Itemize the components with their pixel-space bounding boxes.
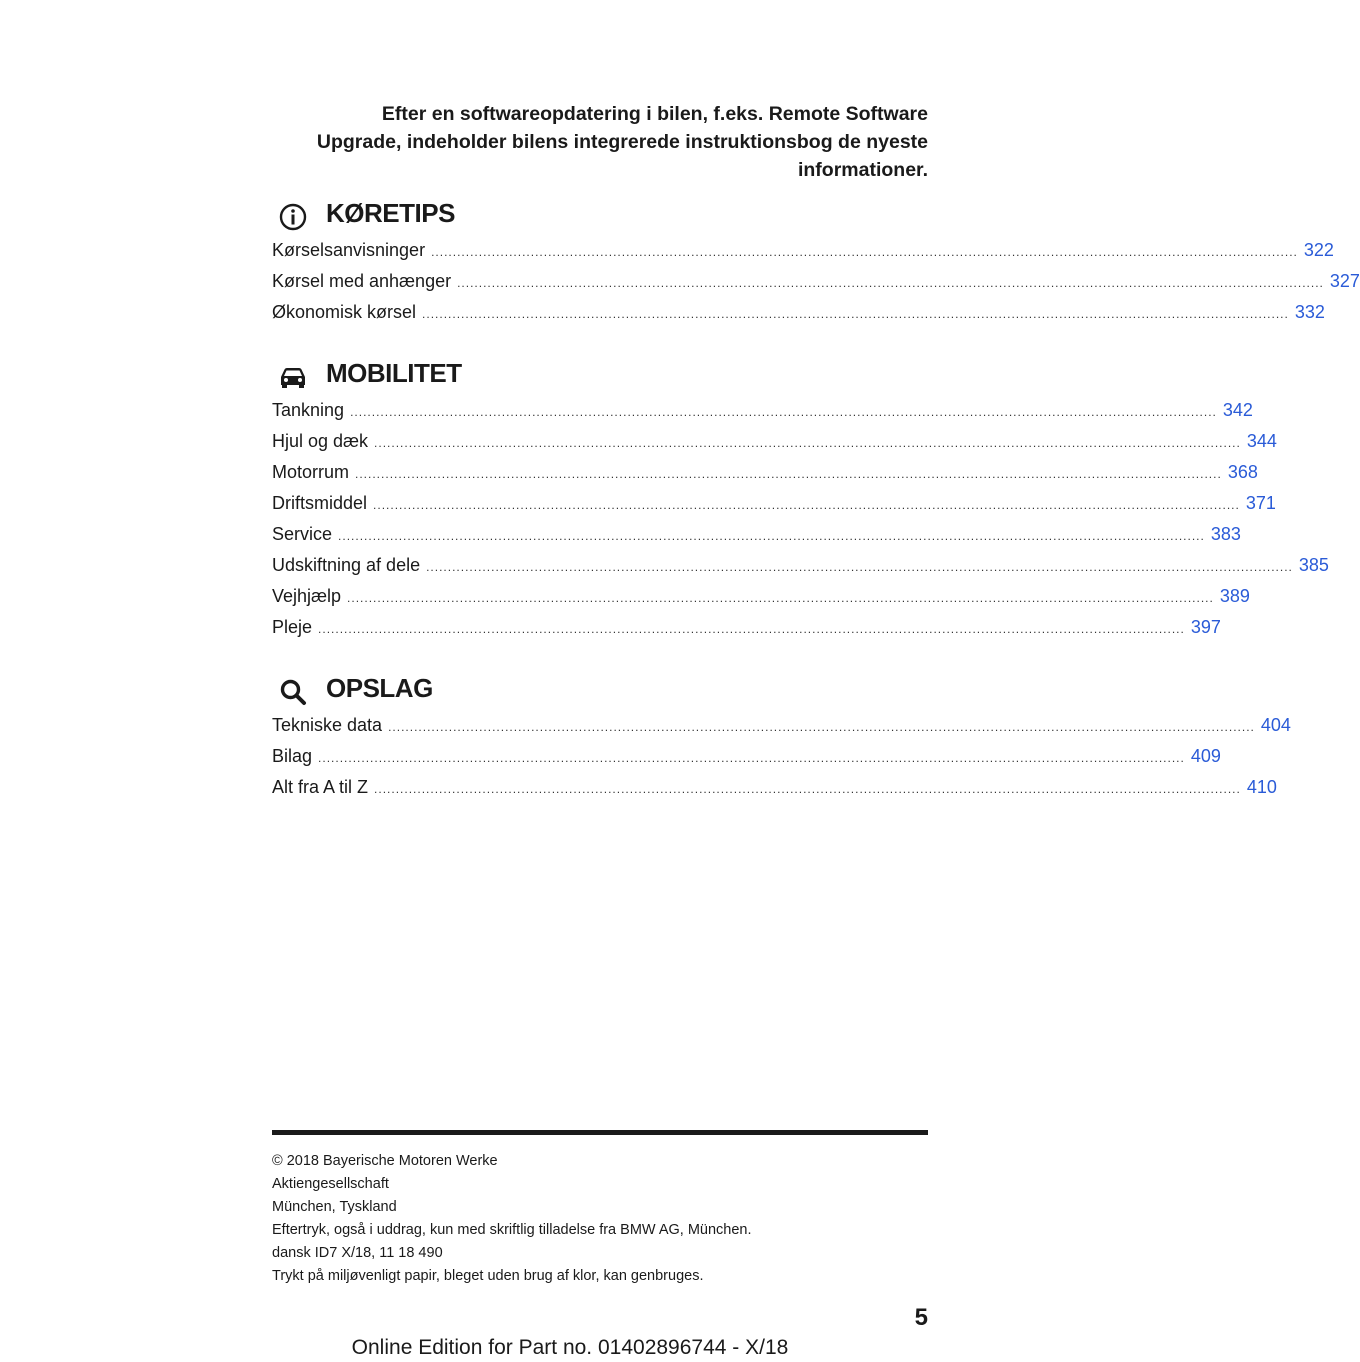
toc-page-link[interactable]: 397 (1190, 617, 1221, 637)
section-title: KØRETIPS (326, 198, 455, 228)
imprint-line: Aktiengesellschaft (272, 1176, 389, 1192)
dot-leader: ........................................................................................................................................................................................................ (347, 591, 1214, 605)
online-edition-footer: Online Edition for Part no. 01402896744 - X/18 (351, 1336, 789, 1359)
toc-entry-label: Vejhjælp (272, 586, 342, 606)
dot-leader: ........................................................................................................................................................................................................ (338, 529, 1205, 543)
toc-entry[interactable] (272, 777, 1277, 808)
imprint-block (272, 1150, 928, 1288)
toc-page-link[interactable]: 368 (1227, 462, 1258, 482)
toc-entry[interactable] (272, 555, 1329, 586)
toc-entry[interactable] (272, 617, 1221, 648)
imprint-line: Trykt på miljøvenligt papir, bleget uden brug af klor, kan genbruges. (272, 1268, 704, 1284)
toc-entry-label: Udskiftning af dele (272, 555, 421, 575)
toc-page-link[interactable]: 371 (1245, 493, 1276, 513)
intro-line-2: Upgrade, indeholder bilens integrerede instruktionsbog de nyeste (316, 131, 928, 153)
dot-leader: ........................................................................................................................................................................................................ (422, 307, 1289, 321)
toc-entry-label: Kørsel med anhænger (272, 271, 452, 291)
toc-page-link[interactable]: 342 (1222, 400, 1253, 420)
toc-page-link[interactable]: 322 (1303, 240, 1334, 260)
magnifier-icon (278, 677, 308, 707)
dot-leader: ........................................................................................................................................................................................................ (318, 622, 1185, 636)
toc-entry[interactable] (272, 586, 1250, 617)
toc-entry[interactable] (272, 431, 1277, 462)
toc-page-link[interactable]: 385 (1298, 555, 1329, 575)
section-header (272, 356, 928, 400)
section-koeretips (272, 196, 1360, 333)
footer-rule (272, 1130, 928, 1135)
toc-entry[interactable] (272, 746, 1221, 777)
dot-leader: ........................................................................................................................................................................................................ (318, 751, 1185, 765)
page-number: 5 (914, 1304, 928, 1331)
section-opslag (272, 671, 1291, 808)
dot-leader: ........................................................................................................................................................................................................ (355, 467, 1222, 481)
toc-page-link[interactable]: 404 (1260, 715, 1291, 735)
toc-entry[interactable] (272, 240, 1334, 271)
intro-note (240, 100, 928, 184)
dot-leader: ........................................................................................................................................................................................................ (374, 436, 1241, 450)
toc-entry[interactable] (272, 524, 1241, 555)
toc-page-link[interactable]: 332 (1294, 302, 1325, 322)
toc-entry-label: Kørselsanvisninger (272, 240, 426, 260)
dot-leader: ........................................................................................................................................................................................................ (457, 276, 1324, 290)
section-header (272, 196, 928, 240)
toc-entry-label: Motorrum (272, 462, 350, 482)
dot-leader: ........................................................................................................................................................................................................ (426, 560, 1293, 574)
toc-entry-label: Økonomisk kørsel (272, 302, 417, 322)
section-title: OPSLAG (326, 673, 433, 703)
toc-entry-label: Pleje (272, 617, 313, 637)
toc-list (272, 715, 1291, 808)
toc-page-link[interactable]: 383 (1210, 524, 1241, 544)
toc-page-link[interactable]: 410 (1246, 777, 1277, 797)
toc-entry-label: Service (272, 524, 333, 544)
toc-entry-label: Bilag (272, 746, 313, 766)
toc-page-link[interactable]: 327 (1329, 271, 1360, 291)
imprint-line: dansk ID7 X/18, 11 18 490 (272, 1245, 443, 1261)
toc-entry-label: Driftsmiddel (272, 493, 368, 513)
toc-page-link[interactable]: 389 (1219, 586, 1250, 606)
section-header (272, 671, 928, 715)
intro-line-1: Efter en softwareopdatering i bilen, f.eks. Remote Software (381, 103, 928, 125)
toc-entry[interactable] (272, 462, 1258, 493)
toc-list (272, 400, 1329, 648)
dot-leader: ........................................................................................................................................................................................................ (350, 405, 1217, 419)
toc-entry[interactable] (272, 715, 1291, 746)
imprint-line: Eftertryk, også i uddrag, kun med skriftlig tilladelse fra BMW AG, München. (272, 1222, 752, 1238)
dot-leader: ........................................................................................................................................................................................................ (373, 498, 1240, 512)
dot-leader: ........................................................................................................................................................................................................ (374, 782, 1241, 796)
info-icon (278, 202, 308, 232)
imprint-line: München, Tyskland (272, 1199, 397, 1215)
car-icon (278, 362, 308, 392)
toc-entry[interactable] (272, 493, 1276, 524)
toc-page-link[interactable]: 344 (1246, 431, 1277, 451)
toc-entry-label: Tekniske data (272, 715, 383, 735)
toc-page-link[interactable]: 409 (1190, 746, 1221, 766)
dot-leader: ........................................................................................................................................................................................................ (388, 720, 1255, 734)
toc-list (272, 240, 1360, 333)
section-title: MOBILITET (326, 358, 462, 388)
toc-entry-label: Alt fra A til Z (272, 777, 369, 797)
section-mobilitet (272, 356, 1329, 648)
toc-entry[interactable] (272, 302, 1325, 333)
toc-entry[interactable] (272, 400, 1253, 431)
toc-entry-label: Hjul og dæk (272, 431, 369, 451)
intro-line-3: informationer. (797, 159, 928, 181)
toc-entry[interactable] (272, 271, 1360, 302)
dot-leader: ........................................................................................................................................................................................................ (431, 245, 1298, 259)
imprint-line: © 2018 Bayerische Motoren Werke (272, 1153, 498, 1169)
toc-entry-label: Tankning (272, 400, 345, 420)
